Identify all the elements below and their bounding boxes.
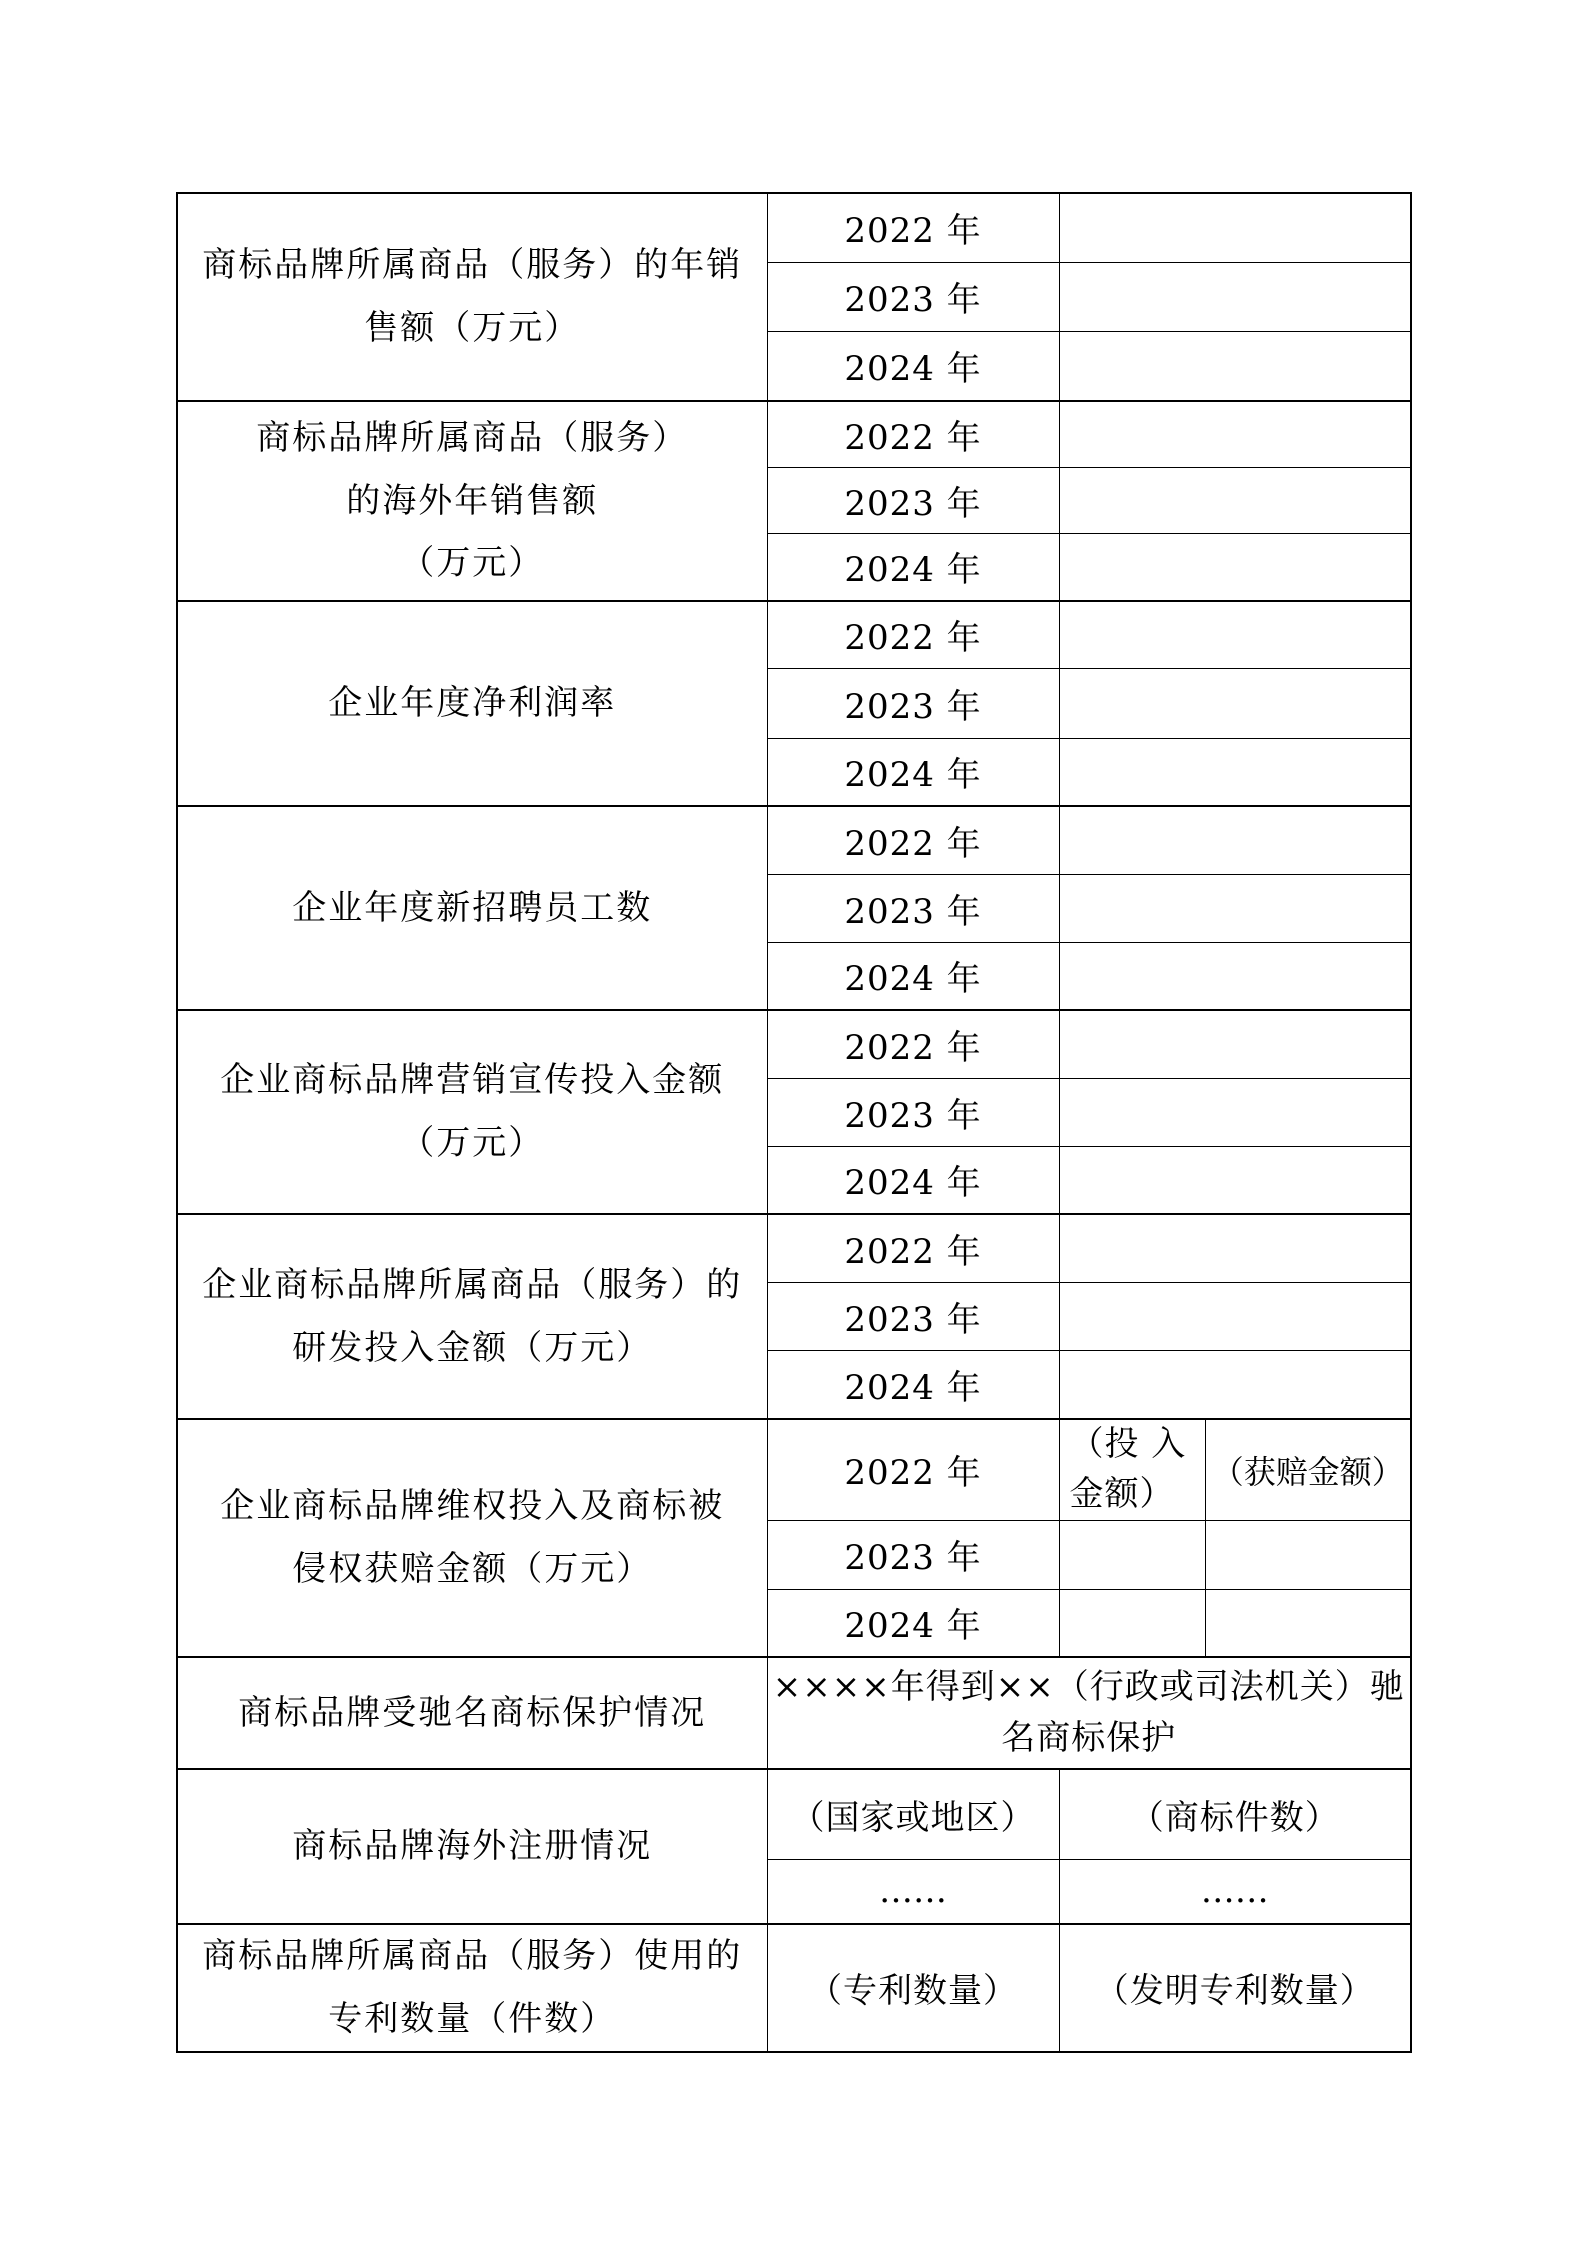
compensation-amount-header: （获赔金额） <box>1205 1419 1411 1520</box>
row-group-label: 企业商标品牌所属商品（服务）的 研发投入金额（万元） <box>177 1214 767 1419</box>
value-cell[interactable] <box>1059 1010 1411 1078</box>
value-cell[interactable] <box>1059 806 1411 874</box>
value-cell[interactable] <box>1059 1146 1411 1214</box>
year-cell: 2022 年 <box>767 401 1059 467</box>
row-group-label: 商标品牌所属商品（服务）使用的 专利数量（件数） <box>177 1924 767 2052</box>
value-cell[interactable] <box>1059 1282 1411 1350</box>
value-cell[interactable] <box>1059 401 1411 467</box>
row-group-label: 企业商标品牌维权投入及商标被 侵权获赔金额（万元） <box>177 1419 767 1657</box>
year-cell: 2024 年 <box>767 738 1059 806</box>
year-cell: 2024 年 <box>767 1146 1059 1214</box>
value-cell[interactable] <box>1059 601 1411 668</box>
year-cell: 2022 年 <box>767 601 1059 668</box>
value-cell[interactable] <box>1059 331 1411 401</box>
trademark-count-header: （商标件数） <box>1059 1769 1411 1859</box>
row-group-label: 商标品牌所属商品（服务）的年销 售额（万元） <box>177 193 767 401</box>
row-group-label: 企业商标品牌营销宣传投入金额 （万元） <box>177 1010 767 1214</box>
value-cell[interactable] <box>1059 262 1411 331</box>
year-cell: 2024 年 <box>767 1589 1059 1657</box>
year-cell: 2024 年 <box>767 942 1059 1010</box>
value-cell[interactable] <box>1059 1214 1411 1282</box>
invest-amount-header: （投 入 金额） <box>1059 1419 1205 1520</box>
year-cell: 2023 年 <box>767 1520 1059 1589</box>
value-cell[interactable] <box>1059 942 1411 1010</box>
row-group-label: 企业年度新招聘员工数 <box>177 806 767 1010</box>
year-cell: 2023 年 <box>767 262 1059 331</box>
year-cell: 2022 年 <box>767 1214 1059 1282</box>
year-cell: 2022 年 <box>767 1010 1059 1078</box>
year-cell: 2022 年 <box>767 193 1059 262</box>
well-known-protection-content: ××××年得到××（行政或司法机关）驰 名商标保护 <box>767 1657 1411 1769</box>
country-region-header: （国家或地区） <box>767 1769 1059 1859</box>
value-cell[interactable] <box>1059 1589 1205 1657</box>
year-cell: 2022 年 <box>767 1419 1059 1520</box>
row-group-label: 商标品牌海外注册情况 <box>177 1769 767 1924</box>
year-cell: 2024 年 <box>767 331 1059 401</box>
value-cell[interactable] <box>1059 738 1411 806</box>
year-cell: 2024 年 <box>767 1350 1059 1419</box>
value-cell[interactable] <box>1059 874 1411 942</box>
value-cell[interactable] <box>1059 1350 1411 1419</box>
row-group-label: 企业年度净利润率 <box>177 601 767 806</box>
value-cell[interactable] <box>1059 467 1411 533</box>
invention-patent-count-header: （发明专利数量） <box>1059 1924 1411 2052</box>
year-cell: 2023 年 <box>767 1078 1059 1146</box>
year-cell: 2024 年 <box>767 533 1059 601</box>
year-cell: 2023 年 <box>767 668 1059 738</box>
value-cell[interactable] <box>1059 1520 1205 1589</box>
ellipsis-cell[interactable]: …… <box>1059 1859 1411 1924</box>
year-cell: 2023 年 <box>767 874 1059 942</box>
row-group-label: 商标品牌所属商品（服务） 的海外年销售额 （万元） <box>177 401 767 601</box>
patent-count-header: （专利数量） <box>767 1924 1059 2052</box>
application-form-table <box>176 192 1412 2053</box>
year-cell: 2023 年 <box>767 467 1059 533</box>
value-cell[interactable] <box>1059 533 1411 601</box>
value-cell[interactable] <box>1205 1589 1411 1657</box>
row-group-label: 商标品牌受驰名商标保护情况 <box>177 1657 767 1769</box>
year-cell: 2023 年 <box>767 1282 1059 1350</box>
value-cell[interactable] <box>1059 668 1411 738</box>
year-cell: 2022 年 <box>767 806 1059 874</box>
ellipsis-cell[interactable]: …… <box>767 1859 1059 1924</box>
value-cell[interactable] <box>1059 193 1411 262</box>
value-cell[interactable] <box>1059 1078 1411 1146</box>
value-cell[interactable] <box>1205 1520 1411 1589</box>
